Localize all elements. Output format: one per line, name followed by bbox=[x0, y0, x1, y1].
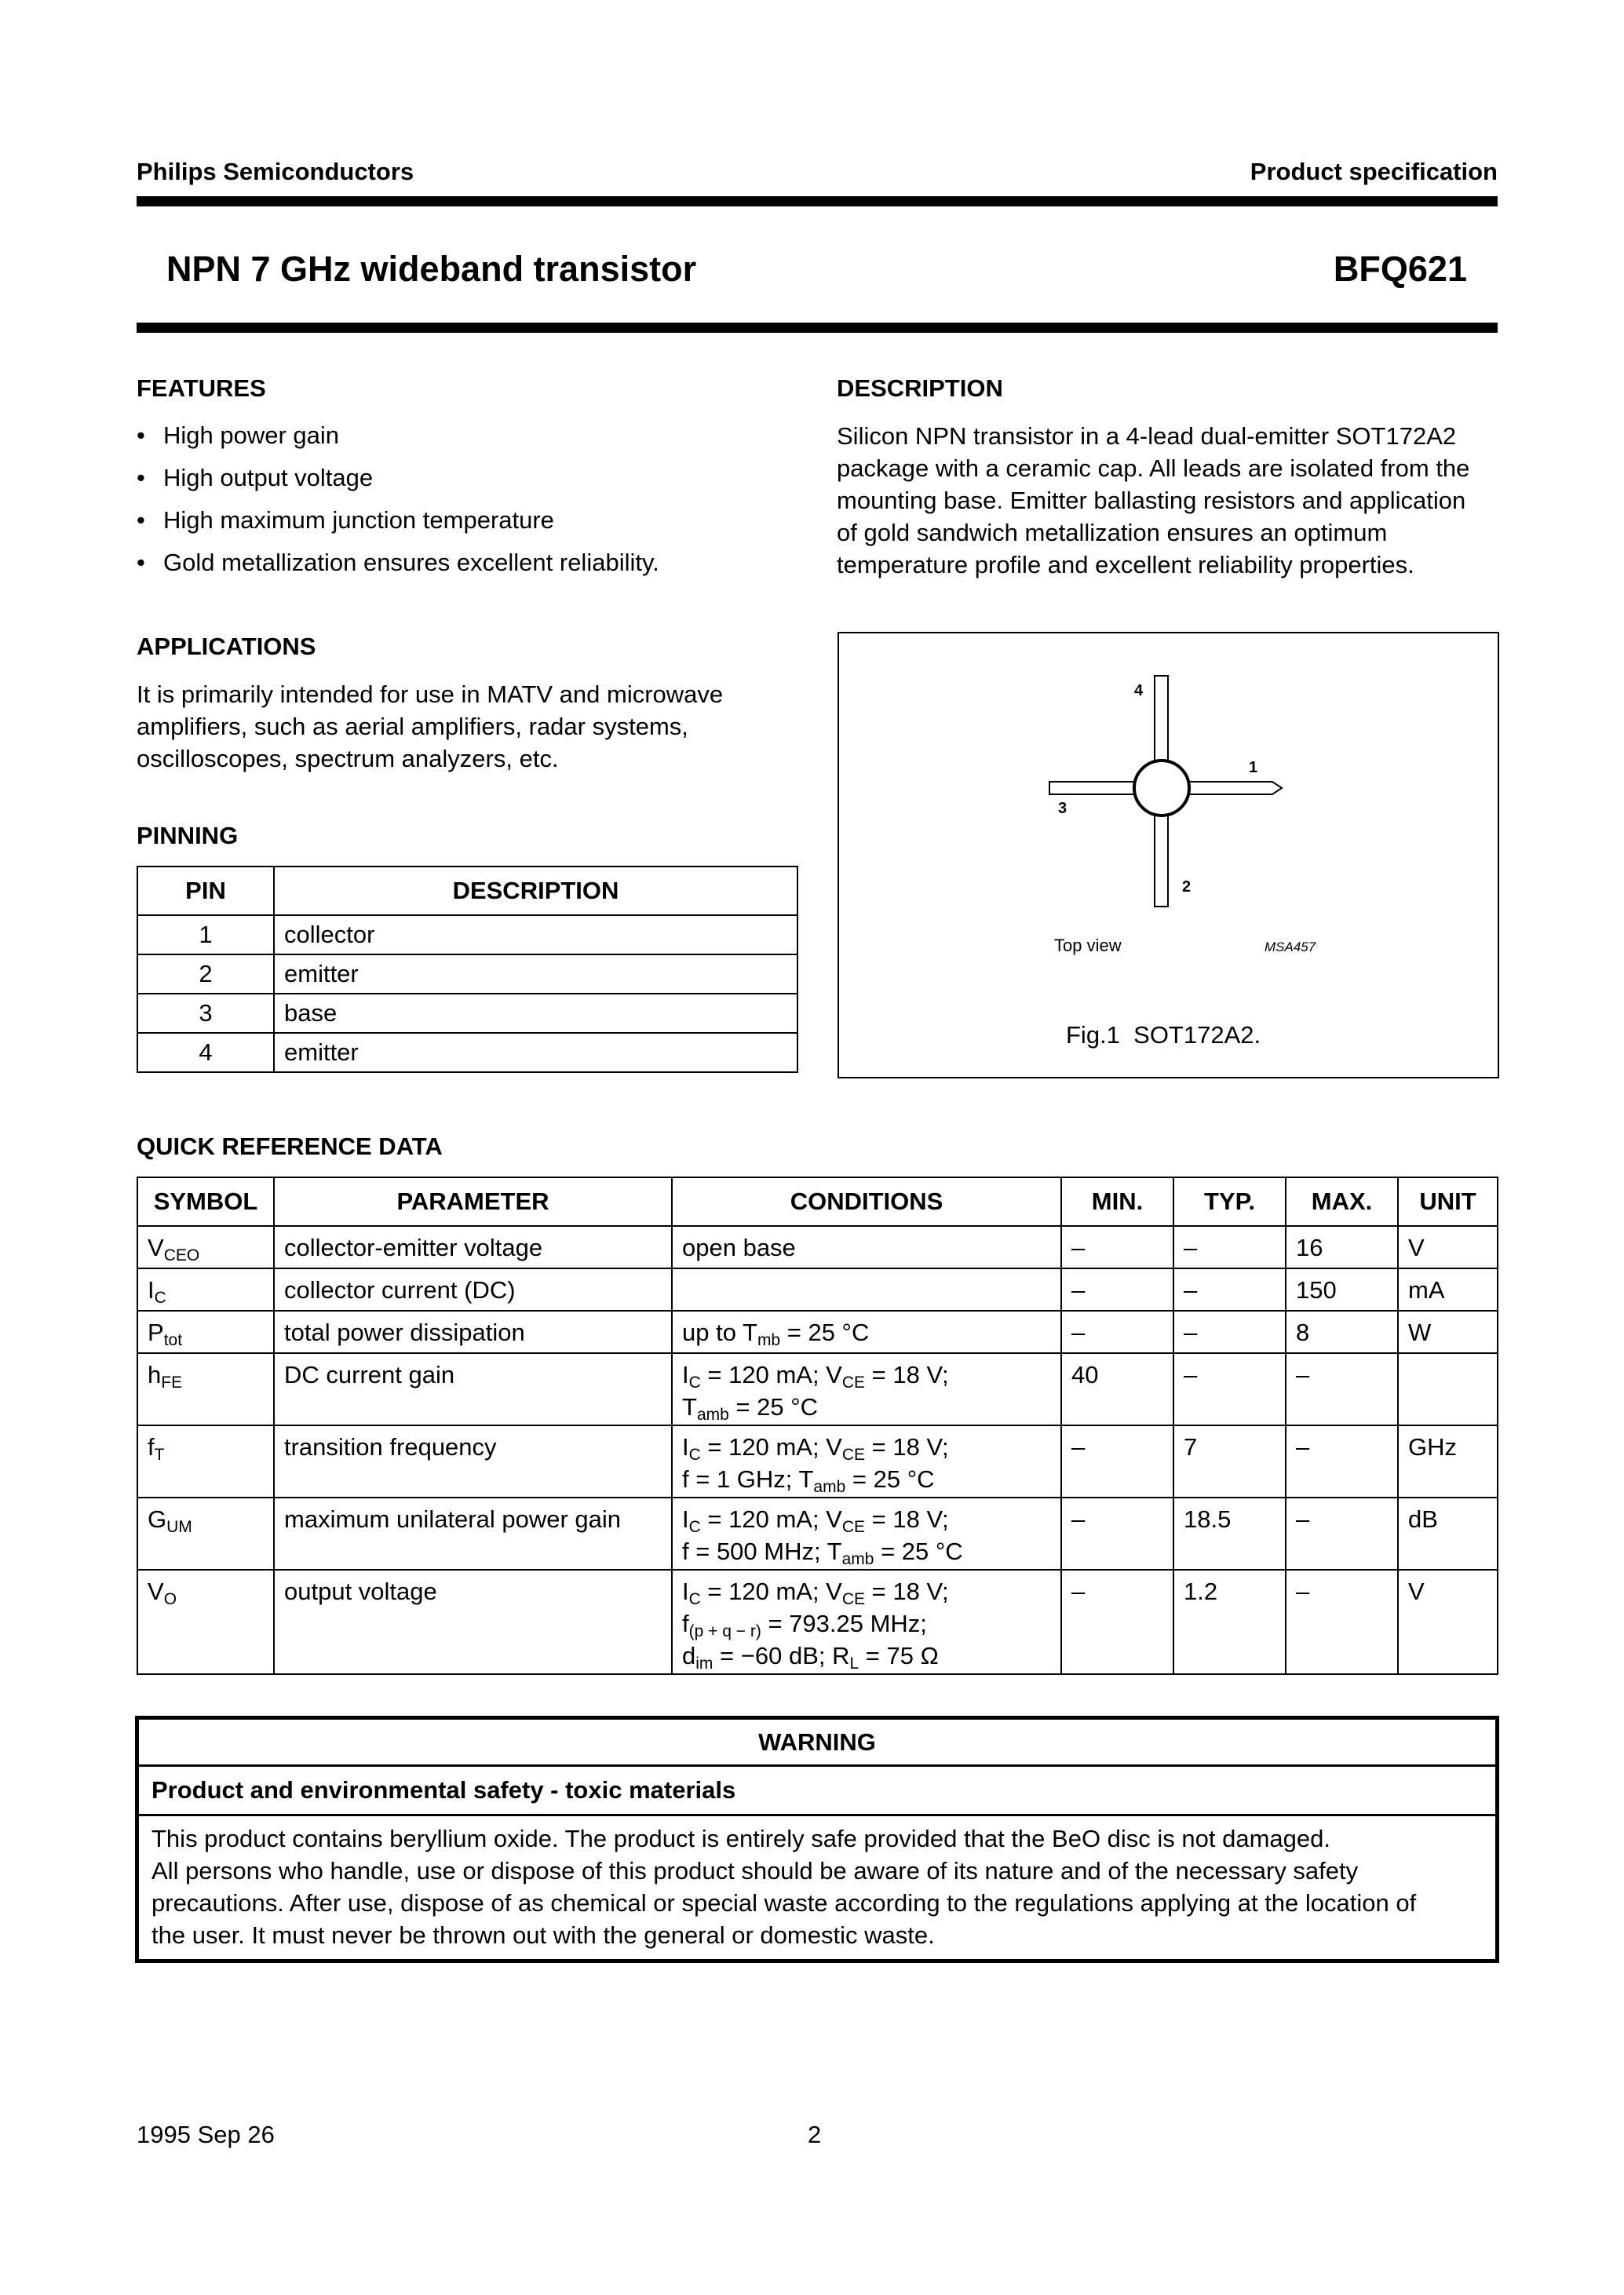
description-line: mounting base. Emitter ballasting resistors and application bbox=[837, 487, 1466, 514]
symbol-cell: $V_{CEO}$ bbox=[137, 1226, 274, 1268]
document-type: Product specification bbox=[1250, 158, 1498, 185]
typ-cell: – bbox=[1173, 1226, 1286, 1268]
typ-cell: 18.5 bbox=[1173, 1498, 1286, 1570]
conditions-cell: open base bbox=[672, 1226, 1061, 1268]
feature-item: • High power gain bbox=[137, 421, 340, 449]
min-cell: – bbox=[1061, 1498, 1173, 1570]
conditions-cell: $I_C = 120$ mA; $V_{CE} = 18$ V; f = 1 GHz; $T_{amb} = 25$ °C bbox=[672, 1425, 1061, 1498]
table-row bbox=[137, 994, 797, 1033]
warning-line: the user. It must never be thrown out with the general or domestic waste. bbox=[151, 1921, 935, 1949]
max-cell: 150 bbox=[1286, 1268, 1398, 1311]
lead-4-label: 4 bbox=[1134, 682, 1144, 699]
symbol-cell: $V_O$ bbox=[137, 1570, 274, 1674]
max-cell: – bbox=[1286, 1498, 1398, 1570]
pin-description: collector bbox=[274, 915, 797, 954]
symbol-cell: $P_{tot}$ bbox=[137, 1311, 274, 1353]
min-cell: – bbox=[1061, 1226, 1173, 1268]
package-outline-diagram bbox=[839, 633, 1498, 1077]
feature-item: • Gold metallization ensures excellent reliability. bbox=[137, 549, 659, 576]
parameter-cell: transition frequency bbox=[274, 1425, 672, 1498]
unit-cell: mA bbox=[1398, 1268, 1498, 1311]
lead-2-label: 2 bbox=[1182, 878, 1192, 896]
min-column-header: MIN. bbox=[1061, 1177, 1173, 1226]
warning-subtitle: Product and environmental safety - toxic materials bbox=[139, 1767, 1495, 1816]
qrd-heading: QUICK REFERENCE DATA bbox=[137, 1133, 443, 1160]
parameter-cell: collector-emitter voltage bbox=[274, 1226, 672, 1268]
applications-line: oscilloscopes, spectrum analyzers, etc. bbox=[137, 745, 559, 772]
table-row bbox=[137, 915, 797, 954]
figure-code: MSA457 bbox=[1265, 940, 1316, 954]
description-heading: DESCRIPTION bbox=[837, 374, 1003, 402]
conditions-column-header: CONDITIONS bbox=[672, 1177, 1061, 1226]
conditions-cell bbox=[672, 1268, 1061, 1311]
unit-cell: V bbox=[1398, 1570, 1498, 1674]
table-row bbox=[137, 1353, 1498, 1425]
min-cell: – bbox=[1061, 1570, 1173, 1674]
unit-cell bbox=[1398, 1353, 1498, 1425]
table-row bbox=[137, 1498, 1498, 1570]
pinning-heading: PINNING bbox=[137, 822, 239, 849]
symbol-column-header: SYMBOL bbox=[137, 1177, 274, 1226]
unit-cell: V bbox=[1398, 1226, 1498, 1268]
applications-line: It is primarily intended for use in MATV and microwave bbox=[137, 680, 724, 708]
min-cell: – bbox=[1061, 1311, 1173, 1353]
symbol-cell: $h_{FE}$ bbox=[137, 1353, 274, 1425]
feature-item: • High output voltage bbox=[137, 464, 374, 491]
title-rule bbox=[137, 323, 1498, 333]
description-column-header: DESCRIPTION bbox=[274, 867, 797, 915]
description-line: of gold sandwich metallization ensures an optimum bbox=[837, 519, 1388, 546]
parameter-cell: DC current gain bbox=[274, 1353, 672, 1425]
warning-title: WARNING bbox=[139, 1720, 1495, 1767]
min-cell: – bbox=[1061, 1425, 1173, 1498]
conditions-cell: $I_C = 120$ mA; $V_{CE} = 18$ V; f = 500 MHz; $T_{amb} = 25$ °C bbox=[672, 1498, 1061, 1570]
conditions-cell: up to $T_{mb} = 25$ °C bbox=[672, 1311, 1061, 1353]
pinning-table bbox=[137, 866, 798, 1073]
symbol-cell: $f_T$ bbox=[137, 1425, 274, 1498]
typ-cell: 1.2 bbox=[1173, 1570, 1286, 1674]
unit-cell: GHz bbox=[1398, 1425, 1498, 1498]
min-cell: 40 bbox=[1061, 1353, 1173, 1425]
bullet-icon: • bbox=[137, 506, 145, 534]
pin-number: 2 bbox=[137, 954, 274, 994]
max-cell: – bbox=[1286, 1353, 1398, 1425]
typ-cell: – bbox=[1173, 1311, 1286, 1353]
footer-date: 1995 Sep 26 bbox=[137, 2121, 275, 2148]
conditions-cell: $I_C = 120$ mA; $V_{CE} = 18$ V; $f_{(p + q - r)} = 793.25$ MHz; $d_{im} = -60$ dB; $R_L = 75$ Ω bbox=[672, 1570, 1061, 1674]
parameter-cell: output voltage bbox=[274, 1570, 672, 1674]
lead-1-label: 1 bbox=[1249, 759, 1258, 776]
bullet-icon: • bbox=[137, 421, 145, 449]
min-cell: – bbox=[1061, 1268, 1173, 1311]
table-row bbox=[137, 1311, 1498, 1353]
company-name: Philips Semiconductors bbox=[137, 158, 414, 185]
unit-column-header: UNIT bbox=[1398, 1177, 1498, 1226]
warning-line: precautions. After use, dispose of as chemical or special waste according to the regulations applying at the location of bbox=[151, 1889, 1417, 1917]
features-heading: FEATURES bbox=[137, 374, 266, 402]
pin-number: 3 bbox=[137, 994, 274, 1033]
pin-column-header: PIN bbox=[137, 867, 274, 915]
lead-3-label: 3 bbox=[1058, 800, 1067, 817]
view-label: Top view bbox=[1054, 936, 1122, 955]
table-row bbox=[137, 1268, 1498, 1311]
unit-cell: dB bbox=[1398, 1498, 1498, 1570]
pin-description: base bbox=[274, 994, 797, 1033]
pin-description: emitter bbox=[274, 954, 797, 994]
features-list bbox=[137, 422, 812, 592]
parameter-cell: total power dissipation bbox=[274, 1311, 672, 1353]
page-number: 2 bbox=[808, 2121, 822, 2148]
max-cell: – bbox=[1286, 1570, 1398, 1674]
part-number: BFQ621 bbox=[1333, 249, 1467, 289]
parameter-cell: collector current (DC) bbox=[274, 1268, 672, 1311]
table-row bbox=[137, 1226, 1498, 1268]
typ-cell: 7 bbox=[1173, 1425, 1286, 1498]
warning-line: This product contains beryllium oxide. The product is entirely safe provided that the BeO disc is not damaged. bbox=[151, 1825, 1331, 1852]
table-row bbox=[137, 1570, 1498, 1674]
bullet-icon: • bbox=[137, 549, 145, 576]
pin-description: emitter bbox=[274, 1033, 797, 1072]
warning-text bbox=[139, 1816, 1495, 1959]
header-rule bbox=[137, 196, 1498, 206]
max-column-header: MAX. bbox=[1286, 1177, 1398, 1226]
max-cell: 16 bbox=[1286, 1226, 1398, 1268]
description-line: Silicon NPN transistor in a 4-lead dual-emitter SOT172A2 bbox=[837, 422, 1457, 450]
symbol-cell: $I_C$ bbox=[137, 1268, 274, 1311]
table-row bbox=[137, 1033, 797, 1072]
table-row bbox=[137, 1425, 1498, 1498]
applications-text bbox=[137, 678, 812, 775]
typ-column-header: TYP. bbox=[1173, 1177, 1286, 1226]
page-title: NPN 7 GHz wideband transistor bbox=[166, 249, 697, 289]
max-cell: – bbox=[1286, 1425, 1398, 1498]
pin-number: 1 bbox=[137, 915, 274, 954]
figure-caption: Fig.1 SOT172A2. bbox=[1066, 1021, 1261, 1049]
warning-box bbox=[135, 1716, 1499, 1963]
typ-cell: – bbox=[1173, 1268, 1286, 1311]
applications-heading: APPLICATIONS bbox=[137, 633, 316, 660]
figure-box bbox=[838, 632, 1499, 1078]
symbol-cell: $G_{UM}$ bbox=[137, 1498, 274, 1570]
description-line: package with a ceramic cap. All leads are isolated from the bbox=[837, 454, 1470, 482]
description-text bbox=[837, 420, 1512, 581]
unit-cell: W bbox=[1398, 1311, 1498, 1353]
conditions-cell: $I_C = 120$ mA; $V_{CE} = 18$ V; $T_{amb} = 25$ °C bbox=[672, 1353, 1061, 1425]
warning-line: All persons who handle, use or dispose of this product should be aware of its nature and of the necessary safety bbox=[151, 1857, 1359, 1885]
feature-item: • High maximum junction temperature bbox=[137, 506, 554, 534]
parameter-column-header: PARAMETER bbox=[274, 1177, 672, 1226]
description-line: temperature profile and excellent reliability properties. bbox=[837, 551, 1414, 578]
bullet-icon: • bbox=[137, 464, 145, 491]
quick-reference-table bbox=[137, 1177, 1498, 1675]
pin-number: 4 bbox=[137, 1033, 274, 1072]
max-cell: 8 bbox=[1286, 1311, 1398, 1353]
parameter-cell: maximum unilateral power gain bbox=[274, 1498, 672, 1570]
applications-line: amplifiers, such as aerial amplifiers, radar systems, bbox=[137, 713, 688, 740]
typ-cell: – bbox=[1173, 1353, 1286, 1425]
table-row bbox=[137, 954, 797, 994]
